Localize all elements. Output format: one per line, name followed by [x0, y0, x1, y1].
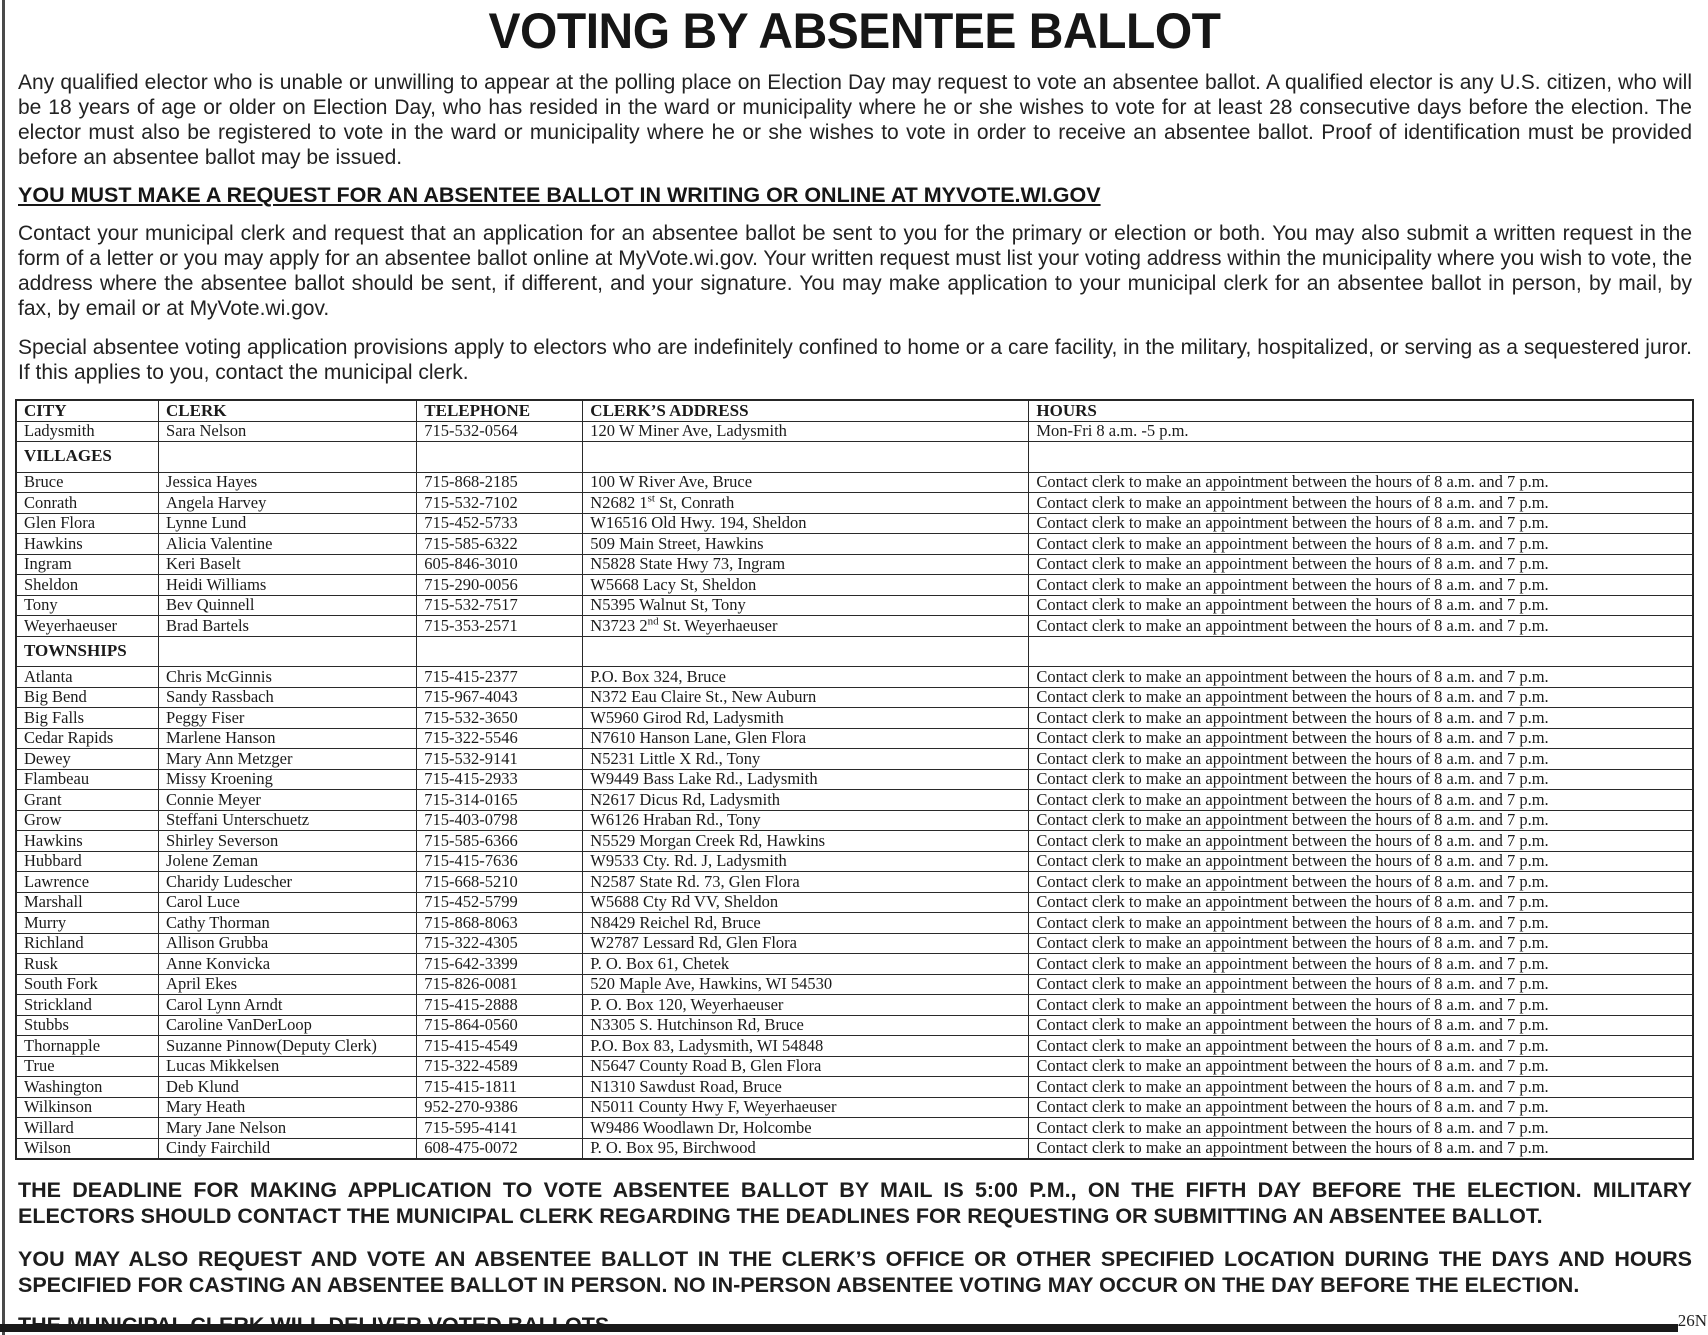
city-cell: Grant	[16, 790, 159, 811]
hours-cell: Mon-Fri 8 a.m. -5 p.m.	[1029, 421, 1693, 442]
address-cell: 100 W River Ave, Bruce	[583, 472, 1029, 493]
telephone-cell: 715-532-3650	[417, 708, 583, 729]
telephone-cell: 605-846-3010	[417, 554, 583, 575]
telephone-cell: 715-403-0798	[417, 810, 583, 831]
section-label-cell: VILLAGES	[16, 442, 159, 473]
city-cell: Hawkins	[16, 831, 159, 852]
city-cell: Hawkins	[16, 534, 159, 555]
hours-cell: Contact clerk to make an appointment between the hours of 8 a.m. and 7 p.m.	[1029, 1056, 1693, 1077]
city-cell: Lawrence	[16, 872, 159, 893]
clerk-cell: Angela Harvey	[159, 493, 417, 514]
telephone-cell: 715-415-2888	[417, 995, 583, 1016]
address-cell: 520 Maple Ave, Hawkins, WI 54530	[583, 974, 1029, 995]
address-cell: W5688 Cty Rd VV, Sheldon	[583, 892, 1029, 913]
telephone-cell: 715-642-3399	[417, 954, 583, 975]
left-column-rule	[2, 0, 5, 1335]
telephone-cell: 608-475-0072	[417, 1138, 583, 1159]
address-cell: W9533 Cty. Rd. J, Ladysmith	[583, 851, 1029, 872]
address-cell: W5960 Girod Rd, Ladysmith	[583, 708, 1029, 729]
address-cell: N8429 Reichel Rd, Bruce	[583, 913, 1029, 934]
clerk-cell: Heidi Williams	[159, 575, 417, 596]
hours-cell: Contact clerk to make an appointment between the hours of 8 a.m. and 7 p.m.	[1029, 1138, 1693, 1159]
city-cell: Glen Flora	[16, 513, 159, 534]
clerk-cell: Missy Kroening	[159, 769, 417, 790]
telephone-cell: 715-415-2933	[417, 769, 583, 790]
telephone-cell: 715-415-1811	[417, 1077, 583, 1098]
city-cell: Grow	[16, 810, 159, 831]
city-cell: Wilkinson	[16, 1097, 159, 1118]
clerk-cell: Connie Meyer	[159, 790, 417, 811]
address-cell: P.O. Box 83, Ladysmith, WI 54848	[583, 1036, 1029, 1057]
hours-cell: Contact clerk to make an appointment between the hours of 8 a.m. and 7 p.m.	[1029, 790, 1693, 811]
hours-cell: Contact clerk to make an appointment between the hours of 8 a.m. and 7 p.m.	[1029, 810, 1693, 831]
address-cell: N5231 Little X Rd., Tony	[583, 749, 1029, 770]
special-provisions-paragraph: Special absentee voting application provisions apply to electors who are indefinitely confined to home or a care facility, in the military, hospitalized, or serving as a sequestered juror. If this applies to you, contact the municipal clerk.	[18, 336, 1692, 384]
city-cell: South Fork	[16, 974, 159, 995]
city-cell: Dewey	[16, 749, 159, 770]
hours-cell: Contact clerk to make an appointment between the hours of 8 a.m. and 7 p.m.	[1029, 995, 1693, 1016]
table-row	[16, 1138, 1693, 1159]
table-row	[16, 575, 1693, 596]
clerk-table	[15, 399, 1694, 1160]
table-row	[16, 472, 1693, 493]
clerk-cell: Lynne Lund	[159, 513, 417, 534]
table-row	[16, 933, 1693, 954]
hours-cell: Contact clerk to make an appointment between the hours of 8 a.m. and 7 p.m.	[1029, 749, 1693, 770]
clerk-cell: Jolene Zeman	[159, 851, 417, 872]
table-row	[16, 513, 1693, 534]
hours-cell: Contact clerk to make an appointment between the hours of 8 a.m. and 7 p.m.	[1029, 728, 1693, 749]
telephone-cell: 715-532-7102	[417, 493, 583, 514]
clerk-cell: Cindy Fairchild	[159, 1138, 417, 1159]
deadline-paragraph: THE DEADLINE FOR MAKING APPLICATION TO VOTE ABSENTEE BALLOT BY MAIL IS 5:00 P.M., ON THE FIFTH DAY BEFORE THE ELECTION. MILITARY ELECTORS SHOULD CONTACT THE MUNICIPAL CLERK REGARDING THE DEADLINES FOR REQUESTING OR SUBMITTING AN ABSENTEE BALLOT.	[18, 1178, 1692, 1228]
telephone-cell: 715-452-5799	[417, 892, 583, 913]
clerk-cell: Caroline VanDerLoop	[159, 1015, 417, 1036]
clerk-cell: Charidy Ludescher	[159, 872, 417, 893]
table-row	[16, 1056, 1693, 1077]
hours-cell: Contact clerk to make an appointment between the hours of 8 a.m. and 7 p.m.	[1029, 534, 1693, 555]
header-hours: HOURS	[1029, 400, 1693, 421]
city-cell: Marshall	[16, 892, 159, 913]
hours-cell: Contact clerk to make an appointment between the hours of 8 a.m. and 7 p.m.	[1029, 954, 1693, 975]
clerk-cell: Carol Luce	[159, 892, 417, 913]
telephone-cell: 715-415-4549	[417, 1036, 583, 1057]
hours-cell: Contact clerk to make an appointment between the hours of 8 a.m. and 7 p.m.	[1029, 616, 1693, 637]
city-cell: Ladysmith	[16, 421, 159, 442]
clerk-cell: Sandy Rassbach	[159, 687, 417, 708]
table-row	[16, 892, 1693, 913]
address-cell: N5529 Morgan Creek Rd, Hawkins	[583, 831, 1029, 852]
section-row	[16, 442, 1693, 473]
hours-cell: Contact clerk to make an appointment between the hours of 8 a.m. and 7 p.m.	[1029, 1036, 1693, 1057]
telephone-cell: 715-322-5546	[417, 728, 583, 749]
empty-cell	[1029, 636, 1693, 667]
address-cell: N3305 S. Hutchinson Rd, Bruce	[583, 1015, 1029, 1036]
hours-cell: Contact clerk to make an appointment between the hours of 8 a.m. and 7 p.m.	[1029, 493, 1693, 514]
clerk-cell: Carol Lynn Arndt	[159, 995, 417, 1016]
telephone-cell: 715-595-4141	[417, 1118, 583, 1139]
clerk-cell: Steffani Unterschuetz	[159, 810, 417, 831]
telephone-cell: 715-864-0560	[417, 1015, 583, 1036]
hours-cell: Contact clerk to make an appointment between the hours of 8 a.m. and 7 p.m.	[1029, 913, 1693, 934]
clerk-table-body	[16, 421, 1693, 1159]
clerk-cell: Sara Nelson	[159, 421, 417, 442]
address-cell: 509 Main Street, Hawkins	[583, 534, 1029, 555]
address-cell: P.O. Box 324, Bruce	[583, 667, 1029, 688]
telephone-cell: 715-415-2377	[417, 667, 583, 688]
section-label-cell: TOWNSHIPS	[16, 636, 159, 667]
clerk-cell: Alicia Valentine	[159, 534, 417, 555]
telephone-cell: 715-668-5210	[417, 872, 583, 893]
telephone-cell: 715-967-4043	[417, 687, 583, 708]
table-row	[16, 831, 1693, 852]
city-cell: Flambeau	[16, 769, 159, 790]
address-cell: N372 Eau Claire St., New Auburn	[583, 687, 1029, 708]
telephone-cell: 715-322-4305	[417, 933, 583, 954]
table-row	[16, 534, 1693, 555]
city-cell: Washington	[16, 1077, 159, 1098]
city-cell: Sheldon	[16, 575, 159, 596]
hours-cell: Contact clerk to make an appointment between the hours of 8 a.m. and 7 p.m.	[1029, 575, 1693, 596]
address-cell: N5647 County Road B, Glen Flora	[583, 1056, 1029, 1077]
address-cell: P. O. Box 120, Weyerhaeuser	[583, 995, 1029, 1016]
address-cell: N5395 Walnut St, Tony	[583, 595, 1029, 616]
header-clerk: CLERK	[159, 400, 417, 421]
city-cell: Big Falls	[16, 708, 159, 729]
section-row	[16, 636, 1693, 667]
address-cell: N3723 2nd St. Weyerhaeuser	[583, 616, 1029, 637]
city-cell: Conrath	[16, 493, 159, 514]
clerk-cell: Mary Ann Metzger	[159, 749, 417, 770]
city-cell: Ingram	[16, 554, 159, 575]
table-row	[16, 708, 1693, 729]
clerk-cell: Shirley Severson	[159, 831, 417, 852]
clerk-cell: Mary Jane Nelson	[159, 1118, 417, 1139]
intro-paragraph: Any qualified elector who is unable or unwilling to appear at the polling place on Election Day may request to vote an absentee ballot. A qualified elector is any U.S. citizen, who will be 18 years of age or older on Election Day, who has resided in the ward or municipality where he or she wishes to vote for at least 28 consecutive days before the election. The elector must also be registered to vote in the ward or municipality where he or she wishes to vote in order to receive an absentee ballot. Proof of identification must be provided before an absentee ballot may be issued.	[18, 71, 1692, 169]
address-cell: P. O. Box 95, Birchwood	[583, 1138, 1029, 1159]
hours-cell: Contact clerk to make an appointment between the hours of 8 a.m. and 7 p.m.	[1029, 687, 1693, 708]
in-person-paragraph: YOU MAY ALSO REQUEST AND VOTE AN ABSENTEE BALLOT IN THE CLERK’S OFFICE OR OTHER SPECIFIED LOCATION DURING THE DAYS AND HOURS SPECIFIED FOR CASTING AN ABSENTEE BALLOT IN PERSON. NO IN-PERSON ABSENTEE VOTING MAY OCCUR ON THE DAY BEFORE THE ELECTION.	[18, 1247, 1692, 1297]
table-row	[16, 995, 1693, 1016]
city-cell: Strickland	[16, 995, 159, 1016]
table-row	[16, 954, 1693, 975]
empty-cell	[1029, 442, 1693, 473]
table-row	[16, 913, 1693, 934]
empty-cell	[417, 442, 583, 473]
contact-paragraph: Contact your municipal clerk and request that an application for an absentee ballot be sent to you for the primary or election or both. You may also submit a written request in the form of a letter or you may apply for an absentee ballot online at MyVote.wi.gov. Your written request must list your voting address within the municipality where you wish to vote, the address where the absentee ballot should be sent, if different, and your signature. You may make application to your municipal clerk for an absentee ballot in person, by mail, by fax, by email or at MyVote.wi.gov.	[18, 222, 1692, 320]
clerk-cell: Jessica Hayes	[159, 472, 417, 493]
empty-cell	[159, 442, 417, 473]
table-row	[16, 974, 1693, 995]
clerk-cell: Chris McGinnis	[159, 667, 417, 688]
empty-cell	[583, 636, 1029, 667]
table-row	[16, 667, 1693, 688]
city-cell: Rusk	[16, 954, 159, 975]
address-cell: W16516 Old Hwy. 194, Sheldon	[583, 513, 1029, 534]
telephone-cell: 715-532-7517	[417, 595, 583, 616]
table-row	[16, 554, 1693, 575]
city-cell: Willard	[16, 1118, 159, 1139]
table-row	[16, 616, 1693, 637]
telephone-cell: 952-270-9386	[417, 1097, 583, 1118]
table-row	[16, 1097, 1693, 1118]
request-heading: YOU MUST MAKE A REQUEST FOR AN ABSENTEE BALLOT IN WRITING OR ONLINE AT MYVOTE.WI.GOV	[18, 183, 1101, 207]
table-row	[16, 872, 1693, 893]
clerk-cell: April Ekes	[159, 974, 417, 995]
hours-cell: Contact clerk to make an appointment between the hours of 8 a.m. and 7 p.m.	[1029, 769, 1693, 790]
city-cell: Tony	[16, 595, 159, 616]
telephone-cell: 715-868-2185	[417, 472, 583, 493]
clerk-cell: Peggy Fiser	[159, 708, 417, 729]
telephone-cell: 715-290-0056	[417, 575, 583, 596]
city-cell: Richland	[16, 933, 159, 954]
address-cell: P. O. Box 61, Chetek	[583, 954, 1029, 975]
city-cell: Thornapple	[16, 1036, 159, 1057]
clerk-cell: Brad Bartels	[159, 616, 417, 637]
hours-cell: Contact clerk to make an appointment between the hours of 8 a.m. and 7 p.m.	[1029, 595, 1693, 616]
city-cell: Cedar Rapids	[16, 728, 159, 749]
telephone-cell: 715-353-2571	[417, 616, 583, 637]
clerk-cell: Allison Grubba	[159, 933, 417, 954]
telephone-cell: 715-585-6366	[417, 831, 583, 852]
city-cell: Atlanta	[16, 667, 159, 688]
header-telephone: TELEPHONE	[417, 400, 583, 421]
table-row	[16, 810, 1693, 831]
hours-cell: Contact clerk to make an appointment between the hours of 8 a.m. and 7 p.m.	[1029, 831, 1693, 852]
telephone-cell: 715-452-5733	[417, 513, 583, 534]
table-row	[16, 687, 1693, 708]
city-cell: Bruce	[16, 472, 159, 493]
address-cell: N2587 State Rd. 73, Glen Flora	[583, 872, 1029, 893]
hours-cell: Contact clerk to make an appointment between the hours of 8 a.m. and 7 p.m.	[1029, 1077, 1693, 1098]
address-cell: N5828 State Hwy 73, Ingram	[583, 554, 1029, 575]
empty-cell	[159, 636, 417, 667]
clerk-cell: Marlene Hanson	[159, 728, 417, 749]
telephone-cell: 715-868-8063	[417, 913, 583, 934]
telephone-cell: 715-826-0081	[417, 974, 583, 995]
hours-cell: Contact clerk to make an appointment between the hours of 8 a.m. and 7 p.m.	[1029, 974, 1693, 995]
address-cell: N1310 Sawdust Road, Bruce	[583, 1077, 1029, 1098]
hours-cell: Contact clerk to make an appointment between the hours of 8 a.m. and 7 p.m.	[1029, 513, 1693, 534]
table-row	[16, 1077, 1693, 1098]
address-cell: W6126 Hraban Rd., Tony	[583, 810, 1029, 831]
city-cell: True	[16, 1056, 159, 1077]
city-cell: Weyerhaeuser	[16, 616, 159, 637]
hours-cell: Contact clerk to make an appointment between the hours of 8 a.m. and 7 p.m.	[1029, 667, 1693, 688]
hours-cell: Contact clerk to make an appointment between the hours of 8 a.m. and 7 p.m.	[1029, 851, 1693, 872]
hours-cell: Contact clerk to make an appointment between the hours of 8 a.m. and 7 p.m.	[1029, 892, 1693, 913]
table-row	[16, 1036, 1693, 1057]
city-cell: Stubbs	[16, 1015, 159, 1036]
clerk-cell: Bev Quinnell	[159, 595, 417, 616]
bottom-rule	[0, 1324, 1678, 1332]
clerk-cell: Keri Baselt	[159, 554, 417, 575]
table-row	[16, 790, 1693, 811]
clerk-cell: Anne Konvicka	[159, 954, 417, 975]
address-cell: W2787 Lessard Rd, Glen Flora	[583, 933, 1029, 954]
table-row	[16, 728, 1693, 749]
table-row	[16, 1118, 1693, 1139]
telephone-cell: 715-532-9141	[417, 749, 583, 770]
hours-cell: Contact clerk to make an appointment between the hours of 8 a.m. and 7 p.m.	[1029, 554, 1693, 575]
clerk-cell: Deb Klund	[159, 1077, 417, 1098]
address-cell: W9449 Bass Lake Rd., Ladysmith	[583, 769, 1029, 790]
table-row	[16, 1015, 1693, 1036]
address-cell: 120 W Miner Ave, Ladysmith	[583, 421, 1029, 442]
city-cell: Hubbard	[16, 851, 159, 872]
address-cell: W5668 Lacy St, Sheldon	[583, 575, 1029, 596]
table-row	[16, 493, 1693, 514]
telephone-cell: 715-415-7636	[417, 851, 583, 872]
address-cell: N7610 Hanson Lane, Glen Flora	[583, 728, 1029, 749]
clerk-cell: Mary Heath	[159, 1097, 417, 1118]
clerk-cell: Cathy Thorman	[159, 913, 417, 934]
hours-cell: Contact clerk to make an appointment between the hours of 8 a.m. and 7 p.m.	[1029, 933, 1693, 954]
table-row	[16, 749, 1693, 770]
hours-cell: Contact clerk to make an appointment between the hours of 8 a.m. and 7 p.m.	[1029, 872, 1693, 893]
empty-cell	[417, 636, 583, 667]
address-cell: W9486 Woodlawn Dr, Holcombe	[583, 1118, 1029, 1139]
header-clerks-address: CLERK’S ADDRESS	[583, 400, 1029, 421]
telephone-cell: 715-532-0564	[417, 421, 583, 442]
hours-cell: Contact clerk to make an appointment between the hours of 8 a.m. and 7 p.m.	[1029, 472, 1693, 493]
notice-content	[15, 0, 1694, 1335]
telephone-cell: 715-322-4589	[417, 1056, 583, 1077]
address-cell: N2682 1st St, Conrath	[583, 493, 1029, 514]
hours-cell: Contact clerk to make an appointment between the hours of 8 a.m. and 7 p.m.	[1029, 1097, 1693, 1118]
address-cell: N2617 Dicus Rd, Ladysmith	[583, 790, 1029, 811]
address-cell: N5011 County Hwy F, Weyerhaeuser	[583, 1097, 1029, 1118]
city-cell: Murry	[16, 913, 159, 934]
table-row	[16, 769, 1693, 790]
empty-cell	[583, 442, 1029, 473]
telephone-cell: 715-314-0165	[417, 790, 583, 811]
telephone-cell: 715-585-6322	[417, 534, 583, 555]
table-header-row	[16, 400, 1693, 421]
table-row	[16, 421, 1693, 442]
header-city: CITY	[16, 400, 159, 421]
table-row	[16, 595, 1693, 616]
clerk-cell: Suzanne Pinnow(Deputy Clerk)	[159, 1036, 417, 1057]
hours-cell: Contact clerk to make an appointment between the hours of 8 a.m. and 7 p.m.	[1029, 1015, 1693, 1036]
page-title: VOTING BY ABSENTEE BALLOT	[488, 3, 1221, 59]
hours-cell: Contact clerk to make an appointment between the hours of 8 a.m. and 7 p.m.	[1029, 708, 1693, 729]
hours-cell: Contact clerk to make an appointment between the hours of 8 a.m. and 7 p.m.	[1029, 1118, 1693, 1139]
table-row	[16, 851, 1693, 872]
clerk-cell: Lucas Mikkelsen	[159, 1056, 417, 1077]
city-cell: Wilson	[16, 1138, 159, 1159]
city-cell: Big Bend	[16, 687, 159, 708]
page-marker: 26N	[1677, 1311, 1707, 1330]
